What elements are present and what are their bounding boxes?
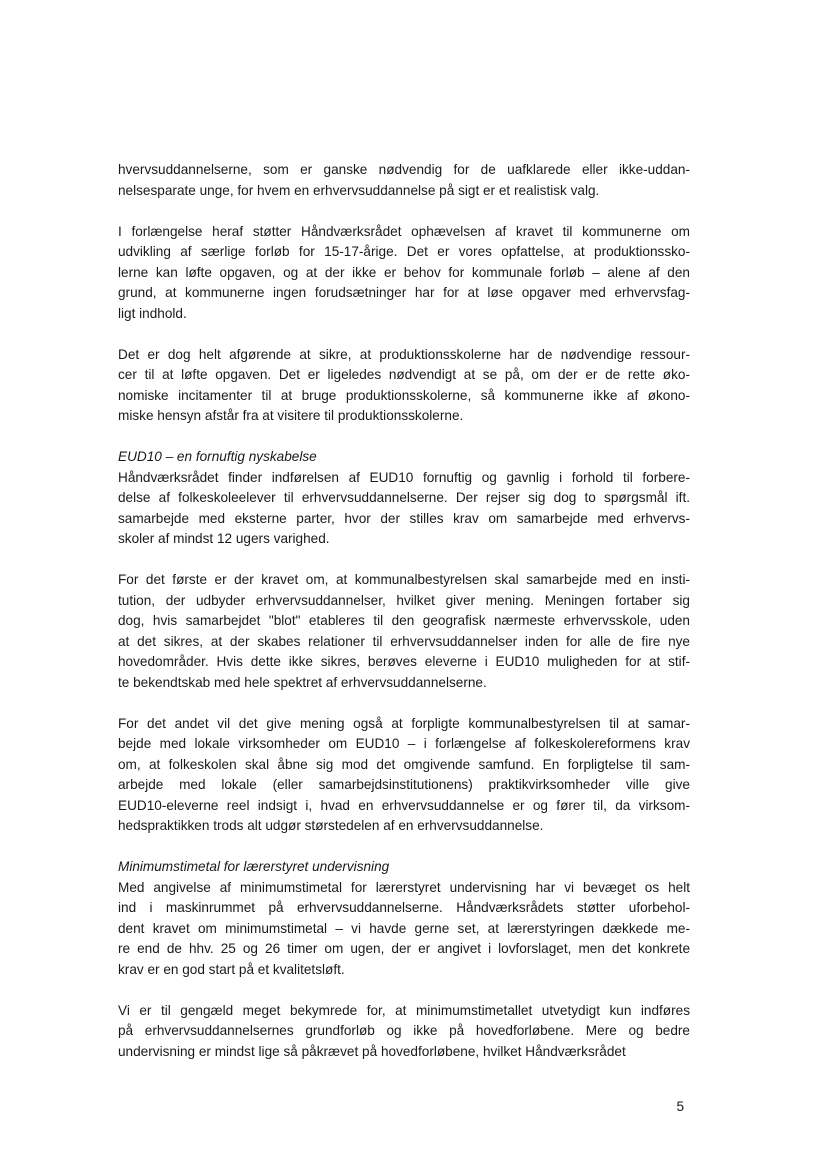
paragraph-line: skoler af mindst 12 ugers varighed. bbox=[118, 531, 330, 546]
paragraph-line: dent kravet om minimumstimetal – vi havde gerne set, at lærerstyringen dækkede me- bbox=[118, 920, 690, 936]
paragraph-line: nelsesparate unge, for hvem en erhvervsuddannelse på sigt er et realistisk valg. bbox=[118, 182, 600, 198]
paragraph-line: dog, hvis samarbejdet "blot" etableres til den geografisk nærmeste erhvervsskole, uden bbox=[118, 613, 690, 628]
paragraph-line: ligt indhold. bbox=[118, 305, 187, 321]
paragraph-line: hedspraktikken trods alt udgør størstedelen af en erhvervsuddannelse. bbox=[118, 818, 544, 833]
paragraph-line: nomiske incitamenter til at bruge produktionsskolerne, så kommunerne ikke af økono- bbox=[118, 387, 690, 403]
paragraph-line: For det andet vil det give mening også at forpligte kommunalbestyrelsen til at samar- bbox=[118, 715, 690, 731]
paragraph-line: re end de hhv. 25 og 26 timer om ugen, der er angivet i lovforslaget, men det konkrete bbox=[118, 941, 690, 956]
paragraph-line: grund, at kommunerne ingen forudsætninger har for at løse opgaver med erhvervsfag- bbox=[118, 285, 690, 300]
paragraph-line: I forlængelse heraf støtter Håndværksrådet ophævelsen af kravet til kommunerne om bbox=[118, 223, 690, 239]
paragraph-line: samarbejde med eksterne parter, hvor der stilles krav om samarbejde med erhvervs- bbox=[118, 510, 690, 526]
paragraph-line: te bekendtskab med hele spektret af erhvervsuddannelserne. bbox=[118, 674, 487, 690]
paragraph-line: bejde med lokale virksomheder om EUD10 – i forlængelse af folkeskolereformens krav bbox=[118, 736, 690, 751]
paragraph-line: For det første er der kravet om, at kommunalbestyrelsen skal samarbejde med en insti- bbox=[118, 572, 690, 587]
paragraph-line: undervisning er mindst lige så påkrævet på hovedforløbene, hvilket Håndværksrådet bbox=[118, 1043, 626, 1059]
paragraph-line: Med angivelse af minimumstimetal for lærerstyret undervisning har vi bevæget os helt bbox=[118, 879, 690, 895]
paragraph-line: Håndværksrådet finder indførelsen af EUD10 fornuftig og gavnlig i forhold til forbere- bbox=[118, 469, 690, 485]
paragraph-line: ind i maskinrummet på erhvervsuddannelserne. Håndværksrådets støtter uforbehol- bbox=[118, 900, 690, 915]
paragraph-line: hovedområder. Hvis dette ikke sikres, berøves eleverne i EUD10 muligheden for at stif- bbox=[118, 654, 690, 669]
section-heading: EUD10 – en fornuftig nyskabelse bbox=[118, 449, 317, 464]
paragraph-line: krav er en god start på et kvalitetsløft. bbox=[118, 961, 345, 977]
paragraph-line: udvikling af særlige forløb for 15-17-årige. Det er vores opfattelse, at produktionssko- bbox=[118, 244, 690, 259]
paragraph-line: miske hensyn afstår fra at visitere til produktionsskolerne. bbox=[118, 408, 464, 423]
paragraph-line: Vi er til gengæld meget bekymrede for, at minimumstimetallet utvetydigt kun indføres bbox=[118, 1002, 690, 1018]
paragraph-line: EUD10-eleverne reel indsigt i, hvad en erhvervsuddannelse er og fører til, da virksom- bbox=[118, 797, 690, 813]
paragraph-line: cer til at løfte opgaven. Det er ligeledes nødvendigt at se på, om der er de rette øko- bbox=[118, 367, 690, 382]
paragraph-line: arbejde med lokale (eller samarbejdsinstitutionens) praktikvirksomheder ville give bbox=[118, 777, 690, 792]
paragraph-line: lerne kan løfte opgaven, og at der ikke er behov for kommunale forløb – alene af den bbox=[118, 264, 690, 280]
paragraph-line: at det sikres, at der skabes relationer til erhvervsuddannelser inden for alle de fire nye bbox=[118, 633, 690, 649]
paragraph-line: Det er dog helt afgørende at sikre, at produktionsskolerne har de nødvendige ressour- bbox=[118, 346, 690, 362]
section-heading: Minimumstimetal for lærerstyret undervisning bbox=[118, 859, 390, 874]
paragraph-line: på erhvervsuddannelsernes grundforløb og ikke på hovedforløbene. Mere og bedre bbox=[118, 1023, 690, 1038]
paragraph-line: hvervsuddannelserne, som er ganske nødvendig for de uafklarede eller ikke-uddan- bbox=[118, 162, 690, 177]
page-number: 5 bbox=[676, 1099, 684, 1114]
paragraph-line: tution, der udbyder erhvervsuddannelser, hvilket giver mening. Meningen fortaber sig bbox=[118, 592, 690, 608]
paragraph-line: delse af folkeskoleelever til erhvervsuddannelserne. Der rejser sig dog to spørgsmål ift. bbox=[118, 490, 690, 505]
paragraph-line: om, at folkeskolen skal åbne sig mod det omgivende samfund. En forpligtelse til sam- bbox=[118, 756, 690, 772]
